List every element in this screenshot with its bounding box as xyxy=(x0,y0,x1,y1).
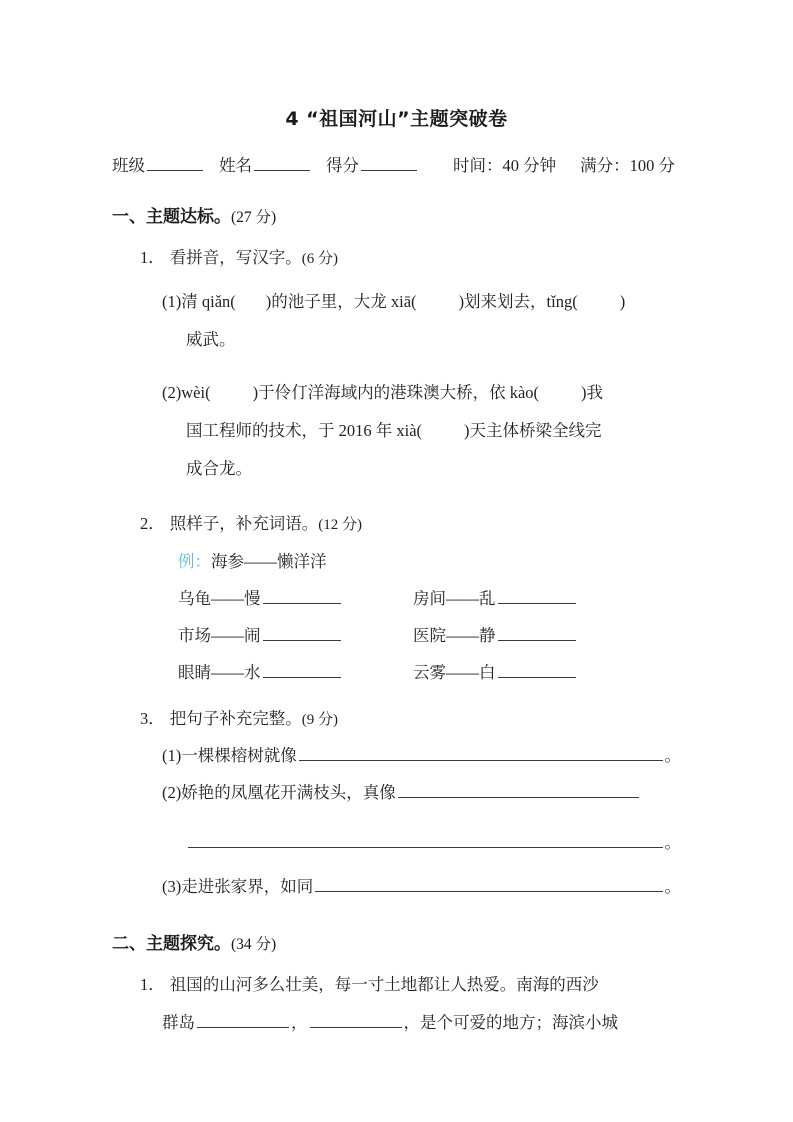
question-2-1-line1 xyxy=(140,971,681,995)
question-text-part2: ，是个可爱的地方；海滨小城 xyxy=(403,1013,618,1032)
pair-blank[interactable] xyxy=(498,588,576,604)
pair-row xyxy=(178,585,648,609)
total-points-label: 满分：100 分 xyxy=(580,156,675,175)
item-text-part3: )划来划去，tǐng( xyxy=(458,292,578,311)
question-2-1 xyxy=(0,971,793,995)
question-number: 1． xyxy=(140,248,165,267)
item-text-part3: )我 xyxy=(581,383,604,402)
fill-text: 一棵棵榕树就像 xyxy=(181,746,297,765)
pair-text: 云雾——白 xyxy=(413,663,496,682)
item-1-1-b-line3: 成合龙。 xyxy=(186,459,252,478)
item-text-part4: 国工程师的技术，于 2016 年 xià( xyxy=(186,421,423,440)
question-text: 祖国的山河多么壮美，每一寸土地都让人热爱。南海的西沙 xyxy=(169,975,599,994)
fill-line-2-wrap xyxy=(0,829,793,853)
question-text-comma1: ， xyxy=(291,1013,308,1032)
section-one-points: (27 分) xyxy=(231,209,277,226)
fill-line-1 xyxy=(0,742,793,766)
class-label: 班级 xyxy=(112,156,145,175)
pair-cell-right xyxy=(413,585,648,609)
item-text-part2: )于伶仃洋海域内的港珠澳大桥，依 kào( xyxy=(252,383,540,402)
fill-text: 娇艳的凤凰花开满枝头，真像 xyxy=(181,783,396,802)
pair-text: 乌龟——慢 xyxy=(178,589,261,608)
student-info-row xyxy=(0,152,793,176)
fill-blank-continued[interactable] xyxy=(188,832,663,848)
class-field xyxy=(112,152,205,176)
item-label: (1) xyxy=(162,746,182,765)
question-prompt: 照样子，补充词语。 xyxy=(169,514,319,533)
section-two-title: 二、主题探究。 xyxy=(112,934,231,954)
score-label: 得分 xyxy=(326,156,359,175)
pair-blank[interactable] xyxy=(498,662,576,678)
class-blank[interactable] xyxy=(147,155,203,171)
item-text-part4: ) xyxy=(619,292,626,311)
answer-blank[interactable] xyxy=(310,1012,402,1028)
question-1-2 xyxy=(0,510,793,534)
pair-row xyxy=(178,659,648,683)
answer-blank[interactable] xyxy=(197,1012,289,1028)
question-number: 3． xyxy=(140,709,165,728)
pair-blank[interactable] xyxy=(263,625,341,641)
item-text-part1: wèi( xyxy=(181,383,211,402)
item-label: (2) xyxy=(162,383,182,402)
pair-text: 医院——静 xyxy=(413,626,496,645)
name-field xyxy=(219,152,312,176)
question-points: (12 分) xyxy=(318,517,362,533)
pair-blank[interactable] xyxy=(263,662,341,678)
item-text-part5: )天主体桥梁全线完 xyxy=(464,421,602,440)
section-two-points: (34 分) xyxy=(231,936,277,953)
fill-period: 。 xyxy=(664,833,681,852)
section-one-title: 一、主题达标。 xyxy=(112,207,231,227)
item-1-1-a-line2: 威武。 xyxy=(186,330,236,349)
pair-cell-right xyxy=(413,659,648,683)
fill-blank[interactable] xyxy=(398,782,639,798)
section-heading-two xyxy=(0,929,793,954)
example-line xyxy=(0,548,793,572)
time-limit-label: 时间：40 分钟 xyxy=(453,156,557,175)
example-text: 海参——懒洋洋 xyxy=(211,552,327,571)
item-1-1-b xyxy=(0,374,793,412)
fill-line-2 xyxy=(0,779,793,803)
question-points: (6 分) xyxy=(301,251,338,267)
pair-blank[interactable] xyxy=(498,625,576,641)
fill-text: 走进张家界，如同 xyxy=(181,877,314,896)
name-blank[interactable] xyxy=(254,155,310,171)
name-label: 姓名 xyxy=(219,156,252,175)
fill-line-3 xyxy=(0,873,793,897)
score-field xyxy=(326,152,419,176)
question-points: (9 分) xyxy=(301,712,338,728)
pair-text: 眼睛——水 xyxy=(178,663,261,682)
fill-blank[interactable] xyxy=(315,876,662,892)
fill-period: 。 xyxy=(664,746,681,765)
pair-text: 房间——乱 xyxy=(413,589,496,608)
question-1-3 xyxy=(0,705,793,729)
pair-cell-right xyxy=(413,622,648,646)
section-heading-one xyxy=(0,202,793,227)
word-pair-grid xyxy=(0,585,648,683)
question-number: 2． xyxy=(140,514,165,533)
question-number: 1． xyxy=(140,975,165,994)
question-1-1 xyxy=(0,244,793,268)
question-2-1-line2 xyxy=(0,1009,793,1033)
item-1-1-a xyxy=(0,283,793,321)
pair-text: 市场——闹 xyxy=(178,626,261,645)
pair-cell-left xyxy=(178,659,413,683)
example-label: 例： xyxy=(178,552,211,571)
pair-row xyxy=(178,622,648,646)
item-label: (2) xyxy=(162,783,182,802)
question-text-part1: 群岛 xyxy=(162,1013,195,1032)
score-blank[interactable] xyxy=(361,155,417,171)
question-prompt: 看拼音，写汉字。 xyxy=(169,248,302,267)
item-text-part1: 清 qiǎn( xyxy=(181,292,236,311)
item-label: (3) xyxy=(162,877,182,896)
pair-cell-left xyxy=(178,585,413,609)
fill-period: 。 xyxy=(664,877,681,896)
item-1-1-b-line2 xyxy=(0,412,793,450)
item-label: (1) xyxy=(162,292,182,311)
question-prompt: 把句子补充完整。 xyxy=(169,709,302,728)
pair-cell-left xyxy=(178,622,413,646)
fill-blank[interactable] xyxy=(299,745,663,761)
item-text-part2: )的池子里，大龙 xiā( xyxy=(265,292,417,311)
page-title: 4 “祖国河山”主题突破卷 xyxy=(285,108,508,130)
pair-blank[interactable] xyxy=(263,588,341,604)
